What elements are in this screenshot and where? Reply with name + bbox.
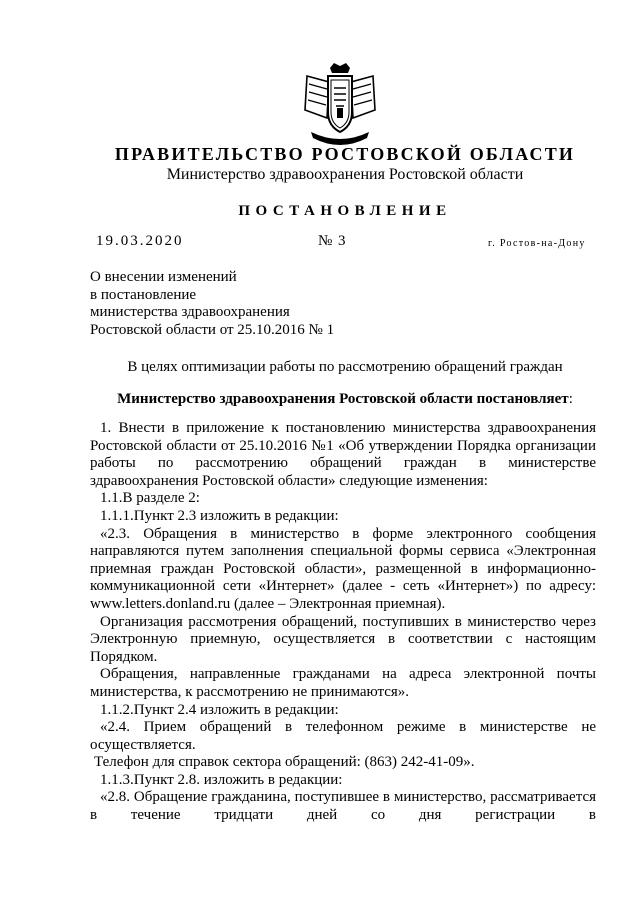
document-subject: [90, 269, 334, 339]
document-type: ПОСТАНОВЛЕНИЕ: [238, 203, 452, 219]
ministry-name: Министерство здравоохранения Ростовской области: [166, 166, 524, 183]
decrees-line: [0, 391, 640, 408]
paragraph: «2.3. Обращения в министерство в форме электронного сообщения направляются путем заполнения специальной формы сервиса «Электронная приемная граждан Ростовской области», размещенной в информационно-коммуникационной сети «Интернет» (далее - сеть «Интернет») по адресу: www.letters.donland.ru (далее – Электронная приемная).: [90, 525, 596, 612]
paragraph: Обращения, направленные гражданами на адреса электронной почты министерства, к рассмотрению не принимаются».: [90, 666, 596, 700]
paragraph: Телефон для справок сектора обращений: (863) 242-41-09».: [94, 754, 475, 771]
paragraph: 1. Внести в приложение к постановлению министерства здравоохранения Ростовской области от 25.10.2016 №1 «Об утверждении Порядка организации работы по рассмотрению обращений граждан в министерстве здравоохранения Ростовской области» следующие изменения:: [90, 420, 596, 489]
document-date: 19.03.2020: [96, 233, 184, 249]
paragraph: 1.1.2.Пункт 2.4 изложить в редакции:: [100, 701, 339, 718]
preamble: В целях оптимизации работы по рассмотрению обращений граждан: [127, 359, 563, 375]
document-body: [90, 420, 596, 825]
paragraph: «2.8. Обращение гражданина, поступившее в министерство, рассматривается в течение тридцати дней со дня регистрации в: [90, 789, 596, 824]
paragraph: 1.1.1.Пункт 2.3 изложить в редакции:: [100, 507, 339, 524]
government-title: ПРАВИТЕЛЬСТВО РОСТОВСКОЙ ОБЛАСТИ: [114, 144, 576, 164]
subject-line: министерства здравоохранения: [90, 304, 290, 320]
document-number: № 3: [318, 233, 347, 249]
decrees-bold-text: Министерство здравоохранения Ростовской области постановляет: [117, 391, 569, 407]
decrees-colon: :: [568, 391, 573, 407]
coat-of-arms-emblem: [297, 62, 383, 148]
paragraph: «2.4. Прием обращений в телефонном режиме в министерстве не осуществляется.: [90, 719, 596, 753]
paragraph: 1.1.3.Пункт 2.8. изложить в редакции:: [100, 771, 343, 788]
subject-line: О внесении изменений: [90, 269, 237, 285]
paragraph: 1.1.В разделе 2:: [100, 490, 200, 507]
subject-line: Ростовской области от 25.10.2016 № 1: [90, 321, 335, 338]
paragraph: Организация рассмотрения обращений, поступивших в министерство через Электронную приемную, осуществляется в соответствии с настоящим Порядком.: [90, 613, 596, 665]
document-city: г. Ростов-на-Дону: [488, 238, 586, 249]
subject-line: в постановление: [90, 286, 197, 303]
